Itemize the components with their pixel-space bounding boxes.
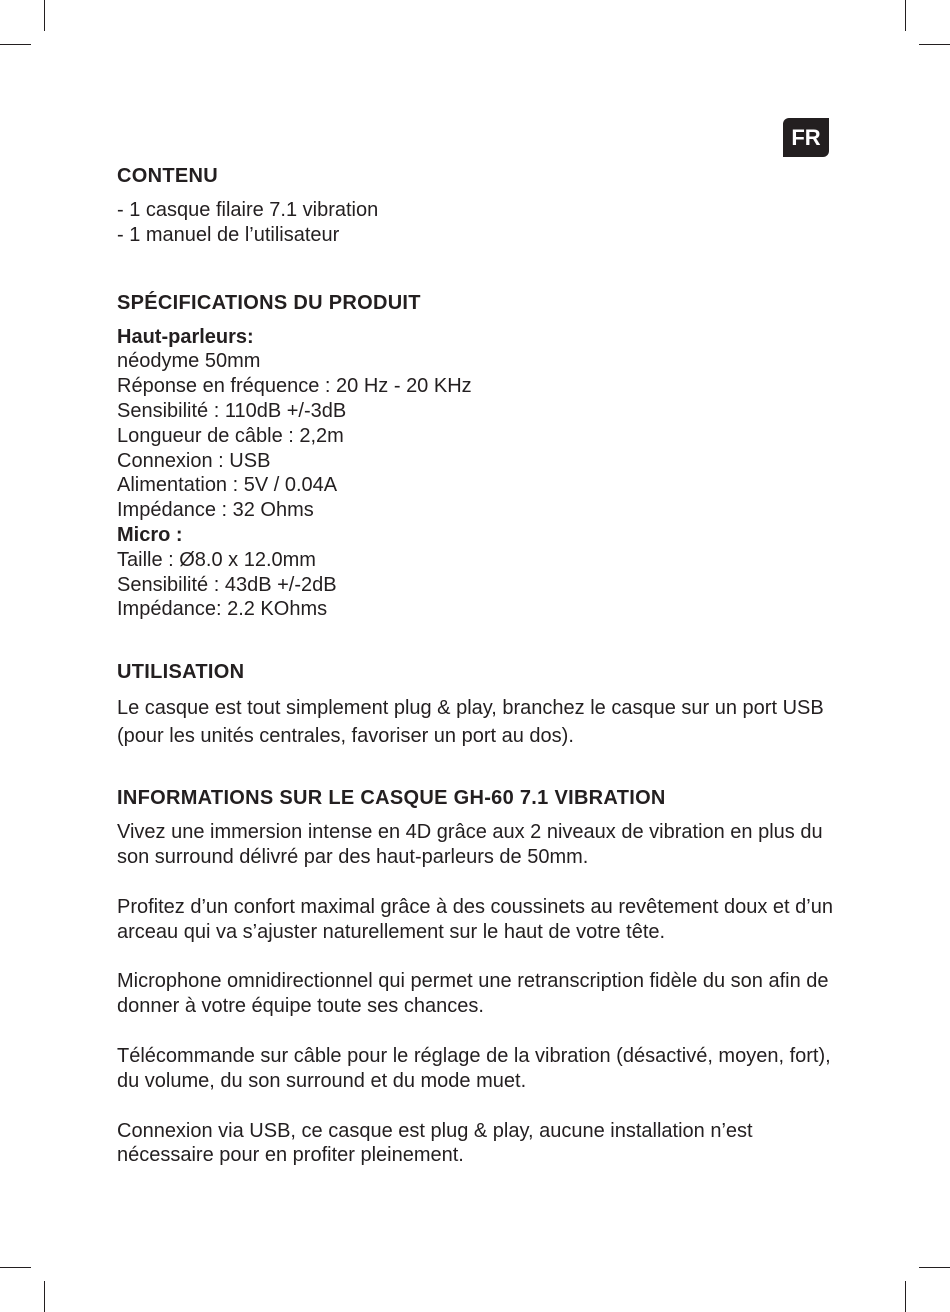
crop-mark-bottom-right-vertical bbox=[905, 1281, 906, 1312]
specifications-list bbox=[117, 325, 837, 623]
language-badge: FR bbox=[783, 118, 829, 157]
section-title-contenu: CONTENU bbox=[117, 165, 218, 187]
document-body bbox=[117, 160, 837, 1168]
spec-line: Alimentation : 5V / 0.04A bbox=[117, 474, 338, 497]
spec-line: Longueur de câble : 2,2m bbox=[117, 424, 344, 447]
spec-line: Sensibilité : 110dB +/-3dB bbox=[117, 399, 347, 422]
crop-mark-top-right-horizontal bbox=[919, 44, 950, 45]
spec-line: Impédance : 32 Ohms bbox=[117, 499, 314, 522]
section-specifications bbox=[117, 287, 837, 623]
info-paragraph: Microphone omnidirectionnel qui permet une retranscription fidèle du son afin de donner à votre équipe toute ses chances. bbox=[117, 970, 829, 1018]
micro-heading: Micro : bbox=[117, 523, 183, 546]
crop-mark-bottom-right-horizontal bbox=[919, 1267, 950, 1268]
crop-mark-top-left-vertical bbox=[44, 0, 45, 31]
section-title-specifications: SPÉCIFICATIONS DU PRODUIT bbox=[117, 291, 421, 314]
contenu-item: - 1 casque filaire 7.1 vibration bbox=[117, 199, 379, 221]
crop-mark-bottom-left-horizontal bbox=[0, 1267, 31, 1268]
section-title-utilisation: UTILISATION bbox=[117, 661, 245, 684]
info-paragraph: Télécommande sur câble pour le réglage de la vibration (désactivé, moyen, fort), du volume, du son surround et du mode muet. bbox=[117, 1044, 831, 1092]
spec-line: Réponse en fréquence : 20 Hz - 20 KHz bbox=[117, 375, 472, 398]
info-paragraph: Vivez une immersion intense en 4D grâce aux 2 niveaux de vibration en plus du son surround délivré par des haut-parleurs de 50mm. bbox=[117, 821, 823, 868]
contenu-list bbox=[117, 198, 837, 248]
spec-line: Taille : Ø8.0 x 12.0mm bbox=[117, 548, 316, 571]
spec-line: Impédance: 2.2 KOhms bbox=[117, 598, 328, 621]
crop-mark-top-left-horizontal bbox=[0, 44, 31, 45]
section-utilisation bbox=[117, 656, 837, 750]
section-informations bbox=[117, 782, 837, 1168]
spec-line: Connexion : USB bbox=[117, 449, 271, 472]
info-paragraph: Connexion via USB, ce casque est plug & play, aucune installation n’est nécessaire pour en profiter pleinement. bbox=[117, 1119, 753, 1167]
utilisation-paragraph: Le casque est tout simplement plug & play, branchez le casque sur un port USB (pour les unités centrales, favoriser un port au dos). bbox=[117, 697, 824, 748]
speakers-heading: Haut-parleurs: bbox=[117, 325, 254, 348]
crop-mark-bottom-left-vertical bbox=[44, 1281, 45, 1312]
contenu-item: - 1 manuel de l’utilisateur bbox=[117, 223, 340, 246]
spec-line: Sensibilité : 43dB +/-2dB bbox=[117, 573, 337, 596]
section-contenu bbox=[117, 160, 837, 248]
crop-mark-top-right-vertical bbox=[905, 0, 906, 31]
section-title-informations: INFORMATIONS SUR LE CASQUE GH-60 7.1 VIBRATION bbox=[117, 787, 666, 810]
spec-line: néodyme 50mm bbox=[117, 350, 261, 373]
info-paragraph: Profitez d’un confort maximal grâce à des coussinets au revêtement doux et d’un arceau qui va s’ajuster naturellement sur le haut de votre tête. bbox=[117, 895, 833, 943]
